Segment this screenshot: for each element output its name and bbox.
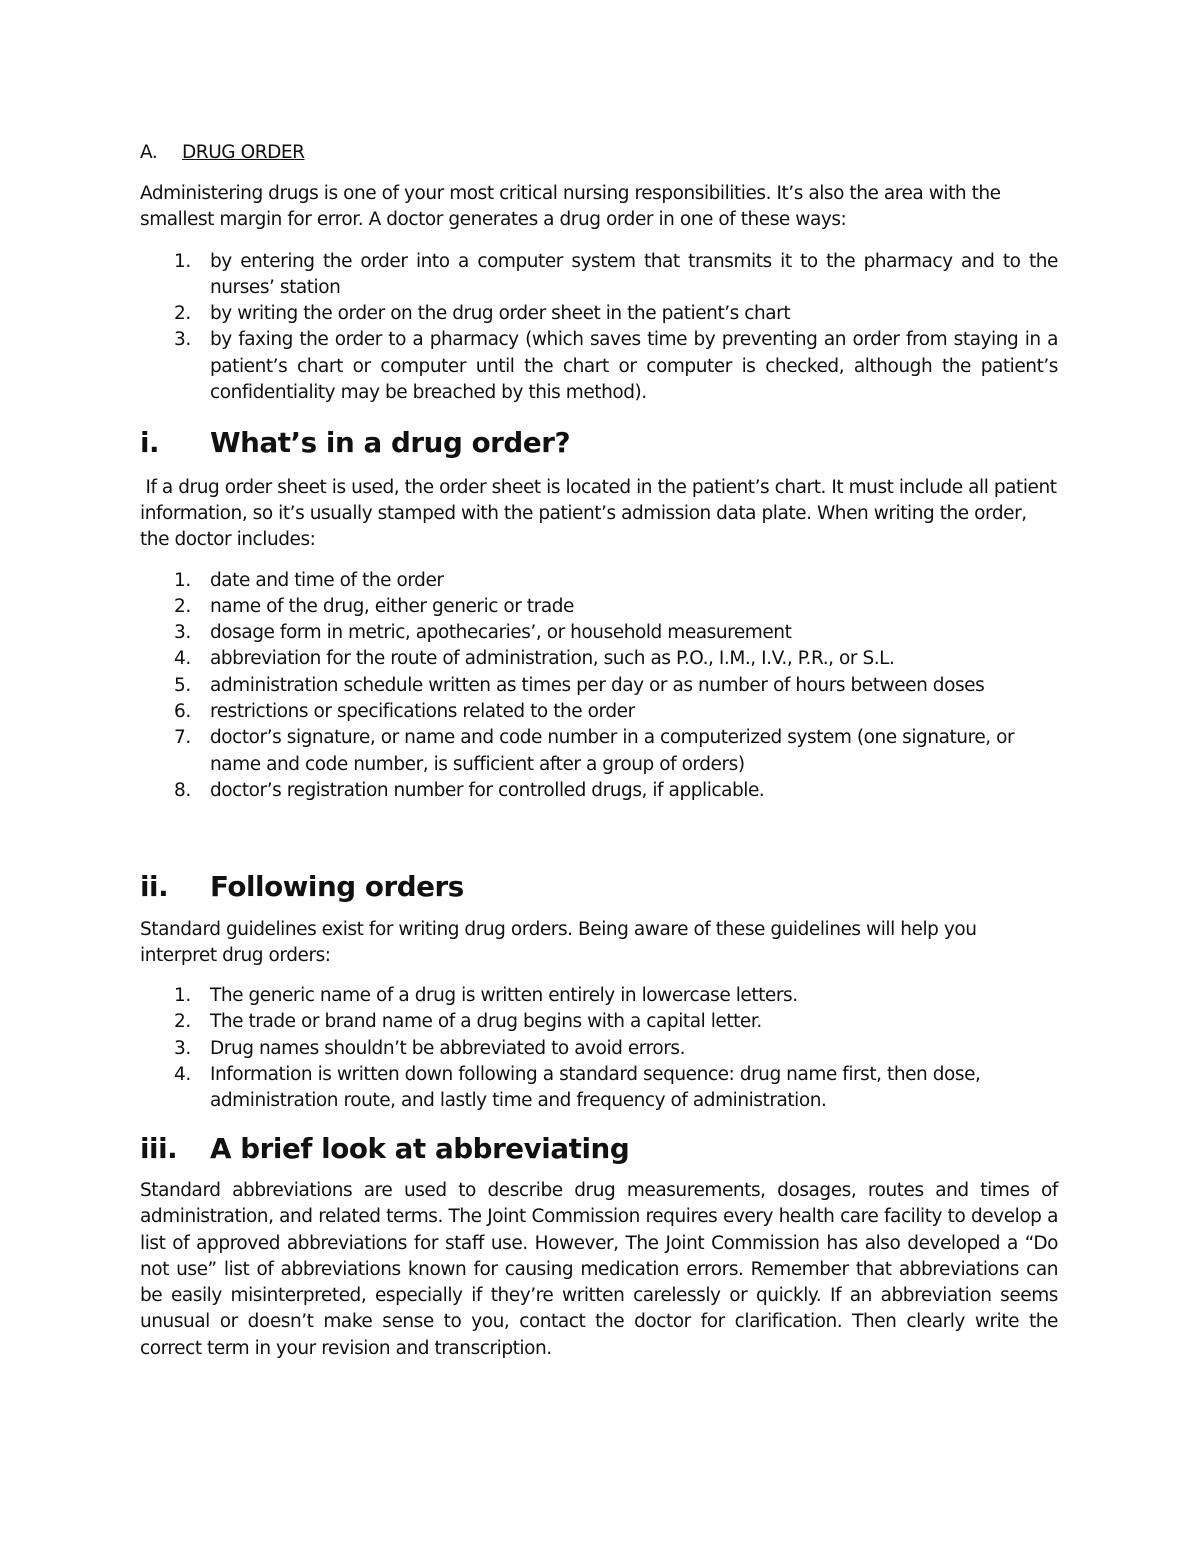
list-text: by entering the order into a computer system that transmits it to the pharmacy and to the nurses’ station <box>210 250 1058 298</box>
list-number: 2. <box>174 1011 191 1033</box>
document-content <box>140 140 1062 1362</box>
list-text: name of the drug, either generic or trade <box>210 595 574 617</box>
list-text: Drug names shouldn’t be abbreviated to avoid errors. <box>210 1037 686 1059</box>
list-text: dosage form in metric, apothecaries’, or household measurement <box>210 622 792 644</box>
following-orders-paragraph: Standard guidelines exist for writing drug orders. Being aware of these guidelines will help you interpret drug orders: <box>140 918 977 966</box>
list-number: 3. <box>174 622 191 644</box>
section-letter: A. <box>140 142 158 163</box>
whats-in-order-paragraph: If a drug order sheet is used, the order sheet is located in the patient’s chart. It must include all patient information, so it’s usually stamped with the patient’s admission data plate. When writing the order, the doctor includes: <box>140 476 1062 551</box>
list-item <box>140 673 1058 699</box>
subheading-title: A brief look at abbreviating <box>210 1131 630 1165</box>
ways-list <box>140 249 1058 407</box>
list-number: 6. <box>174 701 191 723</box>
subheading-numeral: iii. <box>140 1131 178 1165</box>
subheading-numeral: i. <box>140 426 160 460</box>
subheading-title: What’s in a drug order? <box>210 426 571 460</box>
list-number: 4. <box>174 648 191 670</box>
subheading-abbreviating <box>140 1131 1058 1165</box>
order-contents-list <box>140 568 1058 805</box>
list-item <box>140 620 1058 646</box>
list-item <box>140 1036 1058 1062</box>
list-item <box>140 725 1058 778</box>
list-number: 2. <box>174 595 191 617</box>
list-item <box>140 327 1058 406</box>
list-number: 5. <box>174 674 191 696</box>
list-number: 3. <box>174 329 191 351</box>
list-text: Information is written down following a standard sequence: drug name first, then dose, administration route, and lastly time and frequency of administration. <box>210 1064 981 1112</box>
subheading-numeral: ii. <box>140 870 169 904</box>
list-item <box>140 1062 1058 1115</box>
section-title: DRUG ORDER <box>182 142 305 163</box>
list-text: abbreviation for the route of administration, such as P.O., I.M., I.V., P.R., or S.L. <box>210 648 895 670</box>
list-item <box>140 249 1058 302</box>
subheading-whats-in-order <box>140 426 1058 460</box>
list-item <box>140 568 1058 594</box>
list-item <box>140 778 1058 804</box>
guidelines-list <box>140 983 1058 1114</box>
intro-paragraph: Administering drugs is one of your most critical nursing responsibilities. It’s also the area with the smallest margin for error. A doctor generates a drug order in one of these ways: <box>140 183 1001 231</box>
list-number: 7. <box>174 727 191 749</box>
section-heading <box>140 140 1058 166</box>
abbreviating-paragraph: Standard abbreviations are used to describe drug measurements, dosages, routes and times of administration, and related terms. The Joint Commission requires every health care facility to develop a list of approved abbreviations for staff use. However, The Joint Commission has also developed a “Do not use” list of abbreviations known for causing medication errors. Remember that abbreviations can be easily misinterpreted, especially if they’re written carelessly or quickly. If an abbreviation seems unusual or doesn’t make sense to you, contact the doctor for clarification. Then clearly write the correct term in your revision and transcription. <box>140 1179 1058 1359</box>
subheading-title: Following orders <box>210 870 464 904</box>
list-text: administration schedule written as times per day or as number of hours between doses <box>210 674 985 696</box>
list-number: 2. <box>174 303 191 325</box>
list-number: 1. <box>174 985 191 1007</box>
list-number: 8. <box>174 779 191 801</box>
list-text: by writing the order on the drug order sheet in the patient’s chart <box>210 303 791 325</box>
list-item <box>140 983 1058 1009</box>
list-text: The generic name of a drug is written entirely in lowercase letters. <box>210 985 798 1007</box>
list-number: 4. <box>174 1064 191 1086</box>
list-text: restrictions or specifications related to the order <box>210 701 635 723</box>
list-text: doctor’s registration number for controlled drugs, if applicable. <box>210 779 765 801</box>
list-item <box>140 594 1058 620</box>
list-text: by faxing the order to a pharmacy (which saves time by preventing an order from staying in a patient’s chart or computer until the chart or computer is checked, although the patient’s confidentiality may be breached by this method). <box>210 329 1058 404</box>
list-number: 1. <box>174 569 191 591</box>
list-number: 3. <box>174 1037 191 1059</box>
list-text: date and time of the order <box>210 569 444 591</box>
list-text: The trade or brand name of a drug begins with a capital letter. <box>210 1011 762 1033</box>
list-item <box>140 699 1058 725</box>
subheading-following-orders <box>140 870 1058 904</box>
list-text: doctor’s signature, or name and code number in a computerized system (one signature, or name and code number, is sufficient after a group of orders) <box>210 727 1015 775</box>
list-number: 1. <box>174 250 191 272</box>
list-item <box>140 301 1058 327</box>
list-item <box>140 1009 1058 1035</box>
list-item <box>140 646 1058 672</box>
